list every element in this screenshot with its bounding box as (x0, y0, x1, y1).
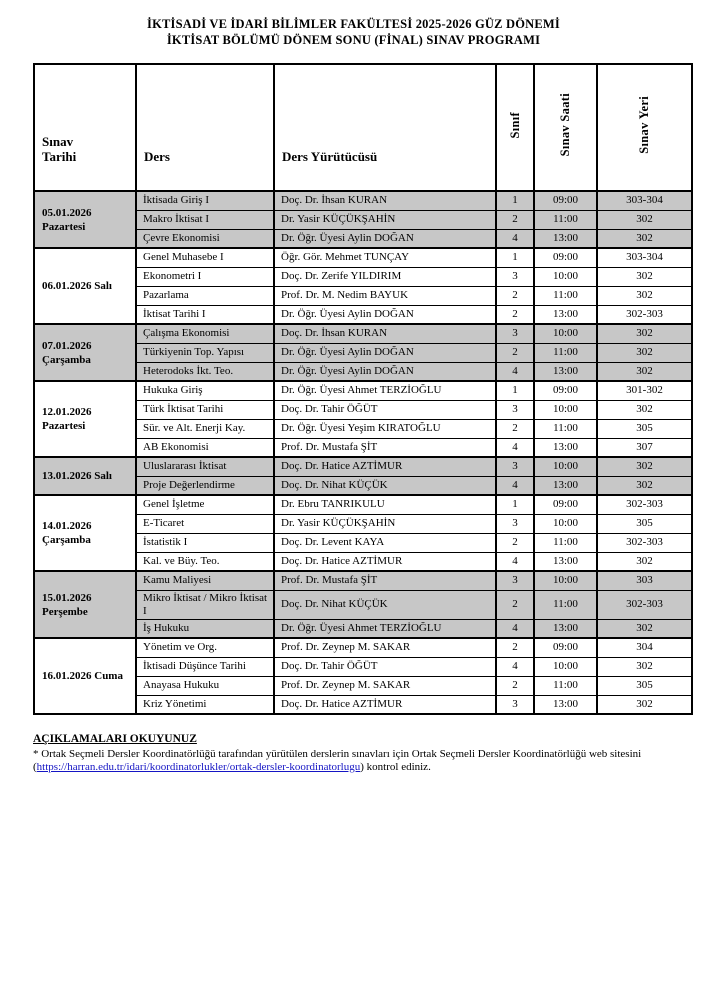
course-cell: Çalışma Ekonomisi (136, 324, 274, 343)
class-cell: 4 (496, 619, 534, 638)
course-cell: Kal. ve Büy. Teo. (136, 552, 274, 571)
time-cell: 09:00 (534, 495, 597, 514)
instructor-cell: Dr. Öğr. Üyesi Yeşim KIRATOĞLU (274, 419, 496, 438)
time-cell: 13:00 (534, 476, 597, 495)
class-cell: 2 (496, 343, 534, 362)
course-cell: Genel Muhasebe I (136, 248, 274, 267)
footer-note-line-1: * Ortak Seçmeli Dersler Koordinatörlüğü tarafından yürütülen derslerin sınavları için Ortak Seçmeli Dersler Koordinatörlüğü web sitesini (33, 747, 642, 760)
exam-date-cell: 15.01.2026 Perşembe (34, 571, 136, 638)
course-cell: Çevre Ekonomisi (136, 229, 274, 248)
course-cell: İktisat Tarihi I (136, 305, 274, 324)
place-cell: 302 (597, 229, 692, 248)
exam-date-cell: 07.01.2026 Çarşamba (34, 324, 136, 381)
instructor-cell: Doç. Dr. Zerife YILDIRIM (274, 267, 496, 286)
class-cell: 2 (496, 676, 534, 695)
time-cell: 10:00 (534, 400, 597, 419)
time-cell: 10:00 (534, 267, 597, 286)
class-cell: 3 (496, 695, 534, 714)
exam-date-cell: 12.01.2026 Pazartesi (34, 381, 136, 457)
column-header-sinif (496, 64, 534, 191)
course-cell: İktisada Giriş I (136, 191, 274, 210)
exam-row (34, 248, 692, 267)
course-cell: Türkiyenin Top. Yapısı (136, 343, 274, 362)
place-cell: 302 (597, 695, 692, 714)
column-header-sinav-yeri-label: Sınav Yeri (637, 96, 651, 154)
exam-date-cell: 13.01.2026 Salı (34, 457, 136, 495)
course-cell: İktisadi Düşünce Tarihi (136, 657, 274, 676)
class-cell: 4 (496, 229, 534, 248)
class-cell: 3 (496, 324, 534, 343)
class-cell: 2 (496, 286, 534, 305)
place-cell: 302 (597, 267, 692, 286)
exam-row (34, 457, 692, 476)
class-cell: 2 (496, 590, 534, 619)
place-cell: 301-302 (597, 381, 692, 400)
course-cell: İş Hukuku (136, 619, 274, 638)
course-cell: Ekonometri I (136, 267, 274, 286)
course-cell: Genel İşletme (136, 495, 274, 514)
title-line-1: İKTİSADİ VE İDARİ BİLİMLER FAKÜLTESİ 2025-2026 GÜZ DÖNEMİ (147, 17, 560, 31)
time-cell: 13:00 (534, 695, 597, 714)
class-cell: 3 (496, 571, 534, 590)
time-cell: 13:00 (534, 552, 597, 571)
place-cell: 302 (597, 286, 692, 305)
exam-row (34, 191, 692, 210)
link-open-paren: ( (33, 761, 37, 773)
instructor-cell: Doç. Dr. İhsan KURAN (274, 191, 496, 210)
place-cell: 303-304 (597, 248, 692, 267)
exam-row (34, 324, 692, 343)
instructor-cell: Doç. Dr. Nihat KÜÇÜK (274, 590, 496, 619)
course-cell: Kriz Yönetimi (136, 695, 274, 714)
column-header-sinif-label: Sınıf (507, 111, 522, 139)
place-cell: 302 (597, 400, 692, 419)
place-cell: 303 (597, 571, 692, 590)
exam-row (34, 495, 692, 514)
time-cell: 11:00 (534, 210, 597, 229)
instructor-cell: Doç. Dr. İhsan KURAN (274, 324, 496, 343)
place-cell: 302-303 (597, 533, 692, 552)
time-cell: 13:00 (534, 229, 597, 248)
course-cell: Hukuka Giriş (136, 381, 274, 400)
class-cell: 4 (496, 552, 534, 571)
class-cell: 2 (496, 210, 534, 229)
exam-row (34, 381, 692, 400)
course-cell: Kamu Maliyesi (136, 571, 274, 590)
class-cell: 3 (496, 514, 534, 533)
time-cell: 09:00 (534, 248, 597, 267)
class-cell: 3 (496, 400, 534, 419)
link-close-text: ) kontrol ediniz. (360, 761, 431, 773)
time-cell: 11:00 (534, 286, 597, 305)
class-cell: 3 (496, 457, 534, 476)
class-cell: 4 (496, 657, 534, 676)
exam-row (34, 571, 692, 590)
column-header-sinav-tarihi: Sınav Tarihi (34, 64, 136, 191)
place-cell: 303-304 (597, 191, 692, 210)
place-cell: 307 (597, 438, 692, 457)
class-cell: 3 (496, 267, 534, 286)
place-cell: 302 (597, 210, 692, 229)
place-cell: 302 (597, 324, 692, 343)
class-cell: 2 (496, 533, 534, 552)
footer-note-line-2 (33, 761, 695, 775)
place-cell: 305 (597, 514, 692, 533)
place-cell: 302-303 (597, 495, 692, 514)
course-cell: Heterodoks İkt. Teo. (136, 362, 274, 381)
instructor-cell: Dr. Öğr. Üyesi Ahmet TERZİOĞLU (274, 381, 496, 400)
place-cell: 305 (597, 676, 692, 695)
time-cell: 13:00 (534, 305, 597, 324)
column-header-sinav-yeri (597, 64, 692, 191)
instructor-cell: Dr. Ebru TANRIKULU (274, 495, 496, 514)
place-cell: 302-303 (597, 305, 692, 324)
time-cell: 11:00 (534, 590, 597, 619)
instructor-cell: Dr. Öğr. Üyesi Aylin DOĞAN (274, 229, 496, 248)
footer-notes (33, 733, 695, 775)
class-cell: 4 (496, 362, 534, 381)
course-cell: Mikro İktisat / Mikro İktisat I (136, 590, 274, 619)
time-cell: 13:00 (534, 619, 597, 638)
course-cell: Yönetim ve Org. (136, 638, 274, 657)
exam-date-cell: 05.01.2026 Pazartesi (34, 191, 136, 248)
class-cell: 1 (496, 381, 534, 400)
place-cell: 304 (597, 638, 692, 657)
time-cell: 10:00 (534, 571, 597, 590)
course-cell: Makro İktisat I (136, 210, 274, 229)
time-cell: 09:00 (534, 638, 597, 657)
place-cell: 302 (597, 457, 692, 476)
place-cell: 302 (597, 552, 692, 571)
time-cell: 10:00 (534, 324, 597, 343)
footer-heading: AÇIKLAMALARI OKUYUNUZ (33, 733, 197, 745)
instructor-cell: Öğr. Gör. Mehmet TUNÇAY (274, 248, 496, 267)
class-cell: 2 (496, 305, 534, 324)
exam-date-cell: 14.01.2026 Çarşamba (34, 495, 136, 571)
place-cell: 302 (597, 476, 692, 495)
time-cell: 13:00 (534, 362, 597, 381)
course-cell: AB Ekonomisi (136, 438, 274, 457)
exam-date-cell: 16.01.2026 Cuma (34, 638, 136, 714)
header-row (34, 64, 692, 191)
course-cell: Pazarlama (136, 286, 274, 305)
instructor-cell: Prof. Dr. Mustafa ŞİT (274, 571, 496, 590)
class-cell: 2 (496, 638, 534, 657)
document-title (0, 16, 707, 48)
class-cell: 2 (496, 419, 534, 438)
instructor-cell: Doç. Dr. Nihat KÜÇÜK (274, 476, 496, 495)
instructor-cell: Prof. Dr. Zeynep M. SAKAR (274, 676, 496, 695)
course-cell: Sür. ve Alt. Enerji Kay. (136, 419, 274, 438)
class-cell: 1 (496, 495, 534, 514)
course-cell: İstatistik I (136, 533, 274, 552)
course-cell: Uluslararası İktisat (136, 457, 274, 476)
instructor-cell: Doç. Dr. Hatice AZTİMUR (274, 552, 496, 571)
instructor-cell: Prof. Dr. Mustafa ŞİT (274, 438, 496, 457)
time-cell: 10:00 (534, 457, 597, 476)
instructor-cell: Dr. Öğr. Üyesi Aylin DOĞAN (274, 305, 496, 324)
instructor-cell: Doç. Dr. Tahir ÖĞÜT (274, 657, 496, 676)
column-header-sinav-saati-label: Sınav Saati (558, 93, 572, 157)
column-header-sinav-saati (534, 64, 597, 191)
place-cell: 302 (597, 657, 692, 676)
place-cell: 302 (597, 362, 692, 381)
course-cell: Anayasa Hukuku (136, 676, 274, 695)
instructor-cell: Dr. Öğr. Üyesi Ahmet TERZİOĞLU (274, 619, 496, 638)
instructor-cell: Dr. Öğr. Üyesi Aylin DOĞAN (274, 343, 496, 362)
time-cell: 11:00 (534, 676, 597, 695)
instructor-cell: Prof. Dr. Zeynep M. SAKAR (274, 638, 496, 657)
place-cell: 302 (597, 343, 692, 362)
exam-schedule-table (33, 63, 693, 715)
title-line-2: İKTİSAT BÖLÜMÜ DÖNEM SONU (FİNAL) SINAV PROGRAMI (166, 33, 541, 47)
time-cell: 11:00 (534, 343, 597, 362)
course-cell: E-Ticaret (136, 514, 274, 533)
place-cell: 302-303 (597, 590, 692, 619)
course-cell: Proje Değerlendirme (136, 476, 274, 495)
time-cell: 11:00 (534, 419, 597, 438)
instructor-cell: Doç. Dr. Hatice AZTİMUR (274, 457, 496, 476)
exam-row (34, 638, 692, 657)
class-cell: 1 (496, 191, 534, 210)
time-cell: 09:00 (534, 191, 597, 210)
instructor-cell: Prof. Dr. M. Nedim BAYUK (274, 286, 496, 305)
instructor-cell: Doç. Dr. Hatice AZTİMUR (274, 695, 496, 714)
instructor-cell: Doç. Dr. Tahir ÖĞÜT (274, 400, 496, 419)
time-cell: 10:00 (534, 514, 597, 533)
time-cell: 10:00 (534, 657, 597, 676)
class-cell: 4 (496, 438, 534, 457)
time-cell: 09:00 (534, 381, 597, 400)
place-cell: 305 (597, 419, 692, 438)
column-header-ders: Ders (136, 64, 274, 191)
course-cell: Türk İktisat Tarihi (136, 400, 274, 419)
instructor-cell: Dr. Yasir KÜÇÜKŞAHİN (274, 210, 496, 229)
instructor-cell: Doç. Dr. Levent KAYA (274, 533, 496, 552)
time-cell: 13:00 (534, 438, 597, 457)
time-cell: 11:00 (534, 533, 597, 552)
instructor-cell: Dr. Yasir KÜÇÜKŞAHİN (274, 514, 496, 533)
exam-date-cell: 06.01.2026 Salı (34, 248, 136, 324)
place-cell: 302 (597, 619, 692, 638)
coordinator-link[interactable]: https://harran.edu.tr/idari/koordinatorlukler/ortak-dersler-koordinatorlugu (36, 761, 361, 773)
class-cell: 1 (496, 248, 534, 267)
instructor-cell: Dr. Öğr. Üyesi Aylin DOĞAN (274, 362, 496, 381)
class-cell: 4 (496, 476, 534, 495)
column-header-ders-yurutucusu: Ders Yürütücüsü (274, 64, 496, 191)
